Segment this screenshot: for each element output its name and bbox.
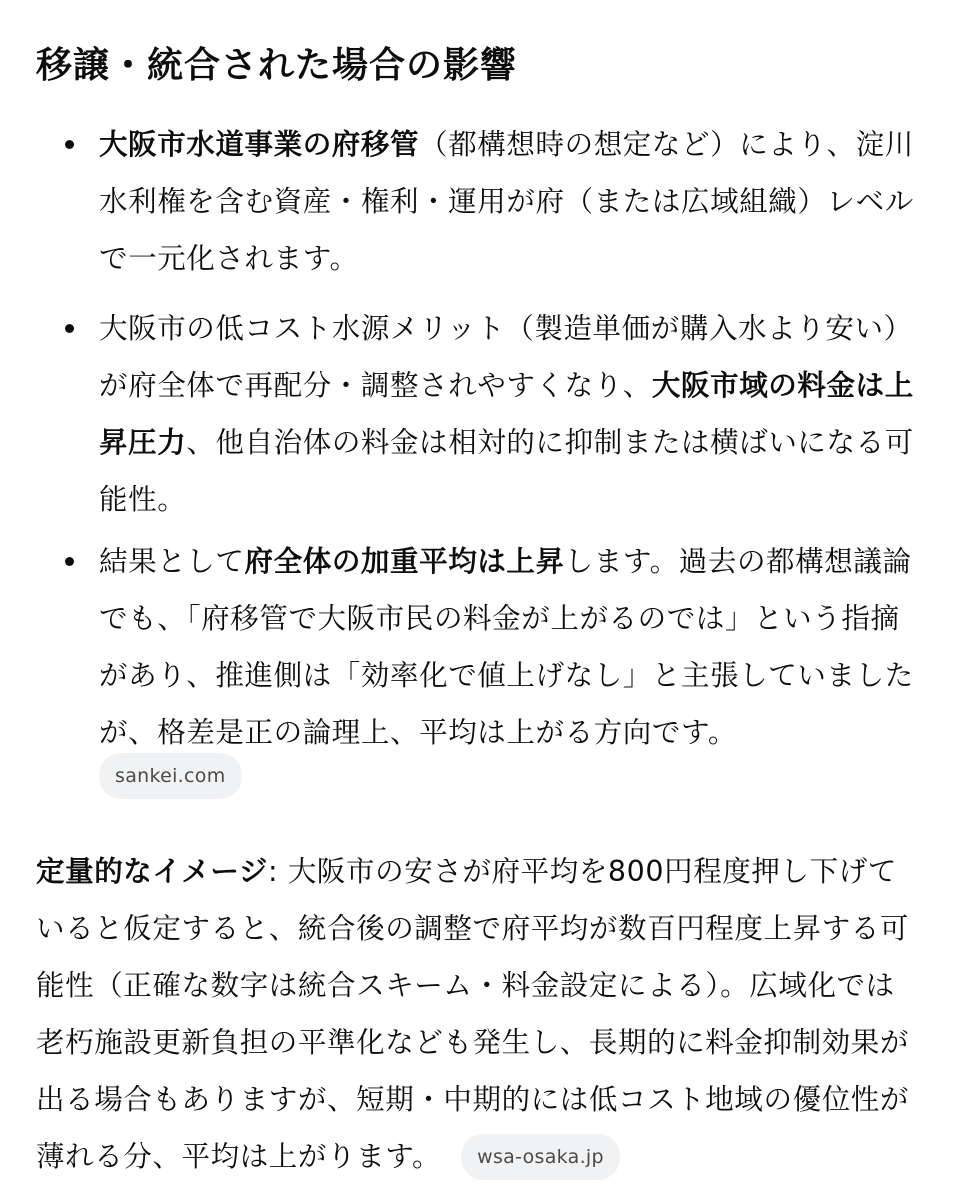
bullet-item <box>99 116 915 287</box>
paragraph-text: : 大阪市の安さが府平均を800円程度押し下げていると仮定すると、統合後の調整で府平均が数百円程度上昇する可能性（正確な数字は統合スキーム・料金設定による）。広域化では老朽施設更新負担の平準化なども発生し、長期的に料金抑制効果が出る場合もありますが、短期・中期的には低コスト地域の優位性が薄れる分、平均は上がります。 <box>36 855 910 1173</box>
bullet-item <box>99 300 915 528</box>
bullet-bold-text: 大阪市域の料金は上昇圧力 <box>99 369 914 459</box>
bullet-bold-text: 府全体の加重平均は上昇 <box>244 545 565 578</box>
source-chip-sankei[interactable]: sankei.com <box>99 753 242 799</box>
paragraph-bold-lead: 定量的なイメージ <box>36 855 268 888</box>
bullet-text: 結果として <box>99 545 245 578</box>
bullet-dot-icon <box>65 557 74 566</box>
bullet-text: 、他自治体の料金は相対的に抑制または横ばいになる可能性。 <box>99 426 914 516</box>
bullet-text: （都構想時の想定など）により、淀川水利権を含む資産・権利・運用が府（または広域組織）レベルで一元化されます。 <box>99 128 914 275</box>
bullet-bold-text: 大阪市水道事業の府移管 <box>99 128 420 161</box>
bullet-text: します。過去の都構想議論でも、「府移管で大阪市民の料金が上がるのでは」という指摘があり、推進側は「効率化で値上げなし」と主張していましたが、格差是正の論理上、平均は上がる方向です。 <box>99 545 914 749</box>
section-heading: 移譲・統合された場合の影響 <box>36 45 518 86</box>
source-chip-wsa-osaka[interactable]: wsa-osaka.jp <box>461 1134 620 1180</box>
bullet-dot-icon <box>65 324 74 333</box>
bullet-item <box>99 533 915 761</box>
bullet-dot-icon <box>65 140 74 149</box>
summary-paragraph <box>36 843 916 1185</box>
bullet-text: 大阪市の低コスト水源メリット（製造単価が購入水より安い）が府全体で再配分・調整されやすくなり、 <box>99 312 913 402</box>
